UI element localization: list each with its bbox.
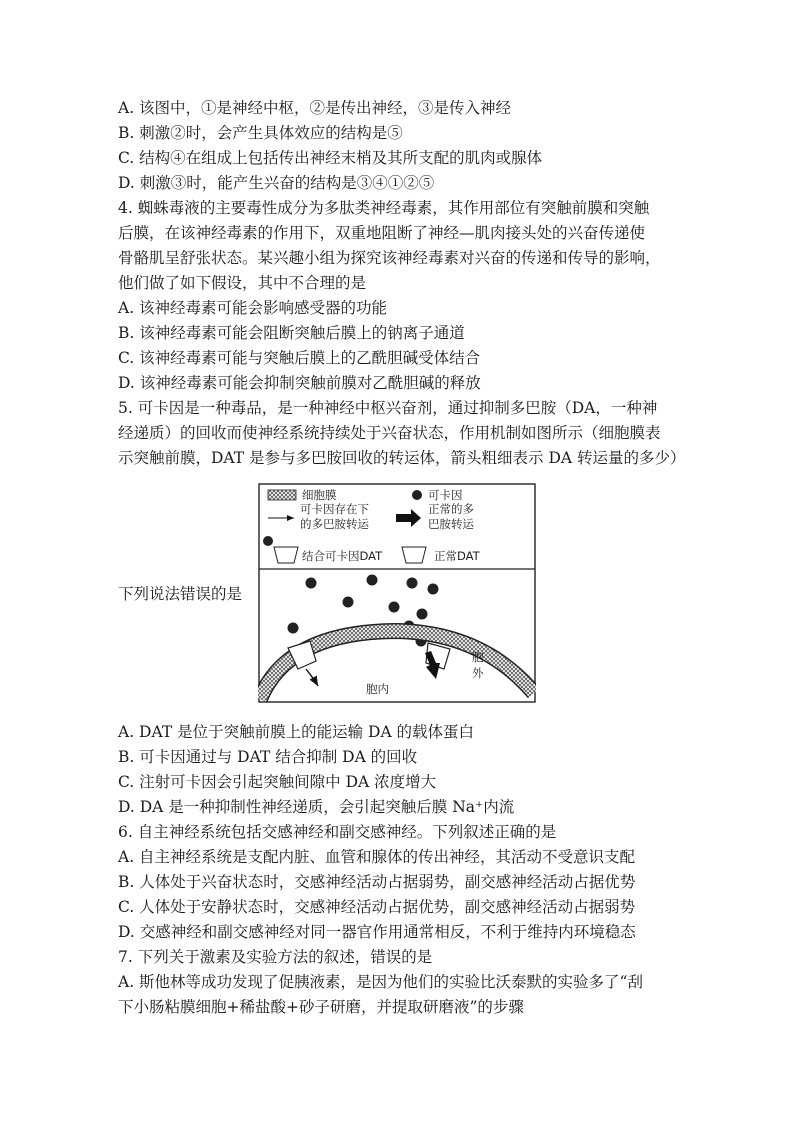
option-a: A. 该神经毒素可能会影响感受器的功能 (118, 299, 388, 317)
option-c: C. 注射可卡因会引起突触间隙中 DA 浓度增大 (118, 773, 437, 791)
question-5-stem: 经递质）的回收而使神经系统持续处于兴奋状态，作用机制如图所示（细胞膜表 (118, 424, 661, 442)
outside-label-1: 胞 (472, 650, 484, 664)
legend-thin-arrow-line2: 的多巴胺转运 (300, 517, 369, 531)
outside-label-2: 外 (472, 666, 484, 680)
text-line: D. 刺激③时，能产生兴奋的结构是③④①②⑤ (118, 174, 435, 192)
question-4-stem: 骨骼肌呈舒张状态。某兴趣小组为探究该神经毒素对兴奋的传递和传导的影响， (118, 249, 661, 267)
option-b: B. 人体处于兴奋状态时，交感神经活动占据弱势，副交感神经活动占据优势 (118, 873, 636, 891)
cocaine-mechanism-figure (258, 483, 536, 703)
option-d: D. 该神经毒素可能会抑制突触前膜对乙酰胆碱的释放 (118, 374, 481, 392)
text-line: B. 刺激②时，会产生具体效应的结构是⑤ (118, 124, 403, 142)
inside-label: 胞内 (366, 682, 389, 696)
legend-bound-dat-label: 结合可卡因DAT (302, 549, 383, 563)
legend-membrane-label: 细胞膜 (302, 488, 337, 502)
question-4-stem: 后膜，在该神经毒素的作用下，双重地阻断了神经—肌肉接头处的兴奋传递使 (118, 224, 646, 242)
molecule-dot (343, 597, 354, 608)
molecule-dot (428, 584, 439, 595)
molecule-dot (367, 575, 378, 586)
option-a: A. DAT 是位于突触前膜上的能运输 DA 的载体蛋白 (118, 723, 475, 741)
normal-dat-icon (402, 547, 426, 563)
option-b: B. 该神经毒素可能会阻断突触后膜上的钠离子通道 (118, 324, 465, 342)
legend-thick-arrow-line1: 正常的多 (428, 502, 474, 516)
option-c: C. 该神经毒素可能与突触后膜上的乙酰胆碱受体结合 (118, 349, 481, 367)
question-4-stem: 他们做了如下假设，其中不合理的是 (118, 274, 367, 292)
cocaine-legend-dot (412, 490, 422, 500)
legend-thick-arrow-line2: 巴胺转运 (428, 517, 474, 531)
option-d: D. 交感神经和副交感神经对同一器官作用通常相反，不利于维持内环境稳态 (118, 923, 636, 941)
legend-normal-dat-label: 正常DAT (434, 549, 480, 563)
option-a-continued: 下小肠粘膜细胞+稀盐酸+砂子研磨，并提取研磨液”的步骤 (118, 998, 524, 1016)
molecule-dot (407, 578, 418, 589)
text-line: C. 结构④在组成上包括传出神经末梢及其所支配的肌肉或腺体 (118, 149, 543, 167)
text-line: A. 该图中，①是神经中枢，②是传出神经，③是传入神经 (118, 99, 512, 117)
option-b: B. 可卡因通过与 DAT 结合抑制 DA 的回收 (118, 748, 418, 766)
question-5-stem: 5. 可卡因是一种毒品，是一种神经中枢兴奋剂，通过抑制多巴胺（DA，一种神 (118, 399, 658, 417)
option-a: A. 自主神经系统是支配内脏、血管和腺体的传出神经，其活动不受意识支配 (118, 848, 636, 866)
question-5-stem: 示突触前膜，DAT 是参与多巴胺回收的转运体，箭头粗细表示 DA 转运量的多少） (118, 449, 686, 467)
option-d: D. DA 是一种抑制性神经递质，会引起突触后膜 Na⁺内流 (118, 798, 515, 816)
membrane-legend-swatch (268, 490, 296, 500)
option-a: A. 斯他林等成功发现了促胰液素，是因为他们的实验比沃泰默的实验多了“刮 (118, 973, 643, 991)
question-5-prompt: 下列说法错误的是 (118, 585, 243, 603)
molecule-dot (306, 578, 317, 589)
legend-thin-arrow-line1: 可卡因存在下 (300, 502, 369, 516)
molecule-dot (288, 623, 299, 634)
question-7-stem: 7. 下列关于激素及实验方法的叙述，错误的是 (118, 948, 433, 966)
molecule-dot (417, 609, 428, 620)
molecule-dot (389, 602, 400, 613)
legend-cocaine-label: 可卡因 (428, 488, 463, 502)
bound-dat-icon (274, 547, 298, 563)
option-c: C. 人体处于安静状态时，交感神经活动占据优势，副交感神经活动占据弱势 (118, 898, 636, 916)
question-4-stem: 4. 蜘蛛毒液的主要毒性成分为多肽类神经毒素，其作用部位有突触前膜和突触 (118, 199, 650, 217)
question-6-stem: 6. 自主神经系统包括交感神经和副交感神经。下列叙述正确的是 (118, 823, 557, 841)
bound-cocaine-dot (263, 536, 273, 546)
